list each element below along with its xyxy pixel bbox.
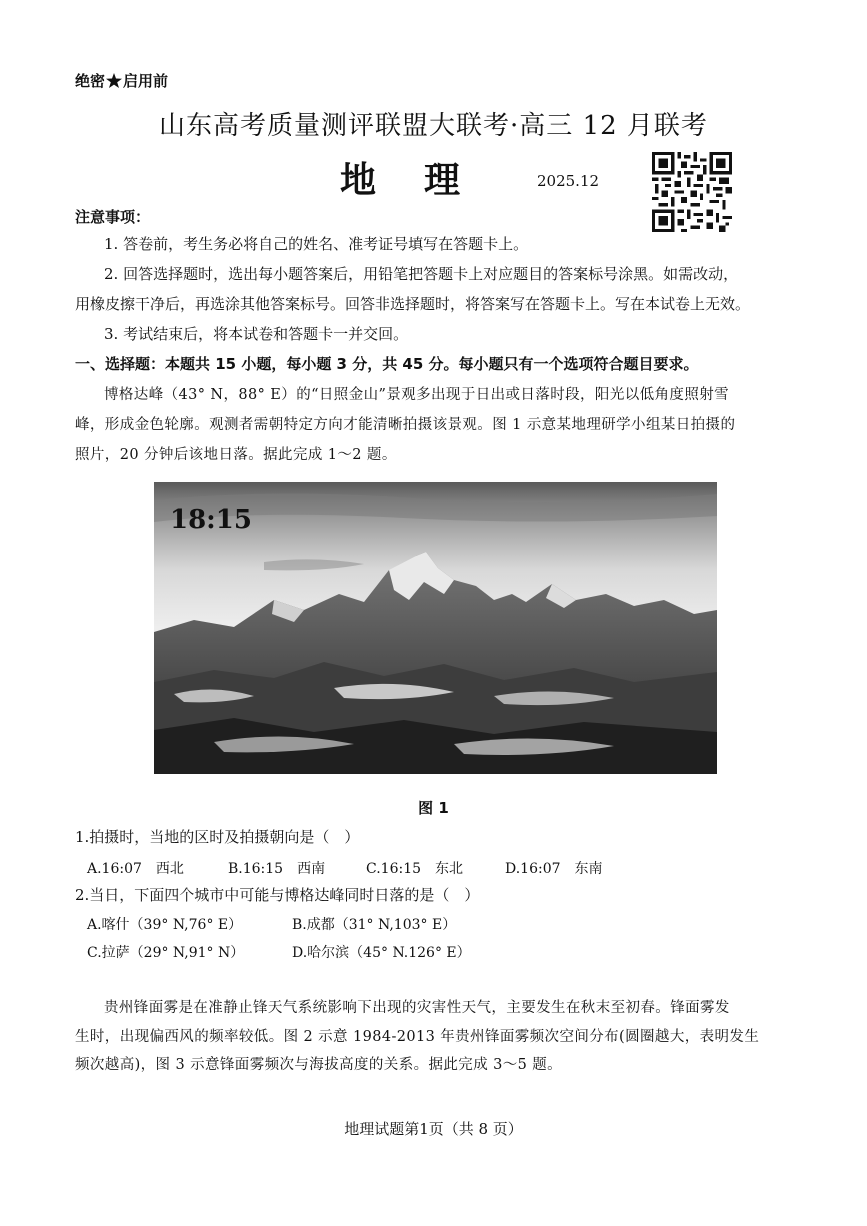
section-1-heading: 一、选择题：本题共 15 小题，每小题 3 分，共 45 分。每小题只有一个选项符合题目要求。 (75, 355, 699, 373)
passage-2-line-3: 频次越高)，图 3 示意锋面雾频次与海拔高度的关系。据此完成 3～5 题。 (75, 1057, 563, 1073)
note-item-2-line-1: 2. 回答选择题时，选出每小题答案后，用铅笔把答题卡上对应题目的答案标号涂黑。如需改动， (104, 265, 739, 283)
page-footer: 地理试题第1页（共 8 页） (344, 1120, 523, 1138)
question-2-stem: 2.当日，下面四个城市中可能与博格达峰同时日落的是（ ） (75, 886, 480, 904)
photo-time-label: 18:15 (170, 505, 252, 535)
question-1-option-a: A.16:07 西北 (87, 861, 184, 877)
star-icon (106, 73, 122, 88)
exam-date: 2025.12 (537, 172, 600, 190)
subject-title: 地理 (340, 160, 509, 201)
passage-1-line-1: 博格达峰（43° N，88° E）的“日照金山”景观多出现于日出或日落时段，阳光以低角度照射雪 (104, 387, 730, 403)
confidential-mark (75, 70, 168, 91)
note-item-2-line-2: 用橡皮擦干净后，再选涂其他答案标号。回答非选择题时，将答案写在答题卡上。写在本试卷上无效。 (75, 295, 751, 313)
question-1-option-d: D.16:07 东南 (505, 861, 603, 877)
question-1-option-c: C.16:15 东北 (366, 861, 464, 877)
passage-2-line-2: 生时，出现偏西风的频率较低。图 2 示意 1984-2013 年贵州锋面雾频次空间分布(圆圈越大，表明发生 (75, 1029, 760, 1045)
note-item-1: 1. 答卷前，考生务必将自己的姓名、准考证号填写在答题卡上。 (104, 235, 529, 253)
question-2-option-c: C.拉萨（29° N,91° N） (87, 945, 245, 961)
question-1-stem: 1.拍摄时，当地的区时及拍摄朝向是（ ） (75, 828, 360, 846)
exam-title: 山东高考质量测评联盟大联考·高三 12 月联考 (159, 111, 708, 141)
passage-1-line-3: 照片，20 分钟后该地日落。据此完成 1～2 题。 (75, 447, 397, 463)
before-use-text: 启用前 (123, 72, 169, 90)
passage-1-line-2: 峰，形成金色轮廓。观测者需朝特定方向才能清晰拍摄该景观。图 1 示意某地理研学小组某日拍摄的 (75, 417, 736, 433)
question-1-option-b: B.16:15 西南 (228, 861, 326, 877)
secret-text: 绝密 (75, 72, 106, 90)
qr-code (652, 152, 732, 232)
question-2-option-b: B.成都（31° N,103° E） (292, 917, 457, 933)
passage-2-line-1: 贵州锋面雾是在准静止锋天气系统影响下出现的灾害性天气，主要发生在秋末至初春。锋面雾发 (104, 1000, 730, 1016)
question-2-option-a: A.喀什（39° N,76° E） (87, 917, 243, 933)
notes-heading: 注意事项： (75, 208, 151, 226)
note-item-3: 3. 考试结束后，将本试卷和答题卡一并交回。 (104, 325, 409, 343)
question-2-option-d: D.哈尔滨（45° N.126° E） (292, 945, 471, 961)
figure-1-caption: 图 1 (418, 799, 449, 817)
